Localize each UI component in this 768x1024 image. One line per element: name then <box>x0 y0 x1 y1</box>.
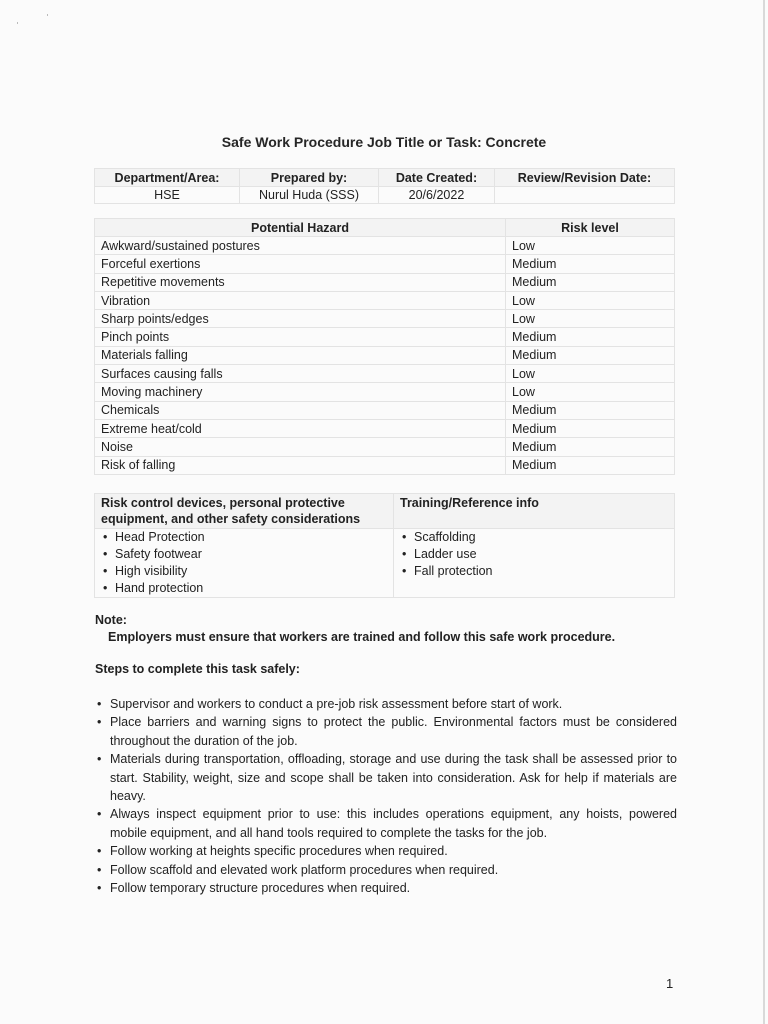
risk-control-header: Risk control devices, personal protective equipment, and other safety considerations <box>95 494 394 529</box>
hazard-row <box>95 273 675 291</box>
hazard-row <box>95 419 675 437</box>
risk-control-item: • Safety footwear <box>101 546 387 563</box>
hazard-name: Surfaces causing falls <box>95 365 506 383</box>
controls-header-row <box>95 494 675 529</box>
scan-speck <box>47 14 48 16</box>
steps-heading: Steps to complete this task safely: <box>95 662 300 676</box>
step-item: • Place barriers and warning signs to protect the public. Environmental factors must be considered throughout the duration of the job. <box>95 713 677 750</box>
hazard-name: Awkward/sustained postures <box>95 237 506 255</box>
step-item: • Always inspect equipment prior to use: this includes operations equipment, any hoists, powered mobile equipment, and all hand tools required to complete the tasks for the job. <box>95 805 677 842</box>
hazard-row <box>95 328 675 346</box>
hazard-name: Risk of falling <box>95 456 506 474</box>
page-title: Safe Work Procedure Job Title or Task: Concrete <box>221 134 547 150</box>
risk-level: Low <box>506 310 675 328</box>
hazard-name: Materials falling <box>95 346 506 364</box>
risk-level: Low <box>506 291 675 309</box>
risk-level: Medium <box>506 456 675 474</box>
hazard-name: Repetitive movements <box>95 273 506 291</box>
hazard-name: Pinch points <box>95 328 506 346</box>
hazard-name: Extreme heat/cold <box>95 419 506 437</box>
step-item: • Follow temporary structure procedures when required. <box>95 879 677 897</box>
hazard-row <box>95 291 675 309</box>
steps-list <box>95 695 677 897</box>
hazard-table <box>94 218 675 475</box>
prepared-by-header: Prepared by: <box>239 169 378 187</box>
info-value-row <box>95 187 675 204</box>
risk-level: Medium <box>506 346 675 364</box>
prepared-by-value: Nurul Huda (SSS) <box>239 187 378 204</box>
risk-level: Low <box>506 237 675 255</box>
hazard-rows <box>95 237 675 475</box>
info-header-row <box>95 169 675 187</box>
hazard-name: Noise <box>95 438 506 456</box>
date-created-header: Date Created: <box>379 169 495 187</box>
hazard-name: Chemicals <box>95 401 506 419</box>
risk-control-item: • Hand protection <box>101 580 387 597</box>
step-item: • Materials during transportation, offloading, storage and use during the task shall be assessed prior to start. Stability, weight, size and scope shall be taken into consideration. Ask for help if materials are heavy. <box>95 750 677 805</box>
hazard-header-row <box>95 219 675 237</box>
risk-level: Medium <box>506 401 675 419</box>
training-reference-item: • Fall protection <box>400 563 668 580</box>
training-reference-item: • Ladder use <box>400 546 668 563</box>
hazard-name: Forceful exertions <box>95 255 506 273</box>
hazard-row <box>95 237 675 255</box>
hazard-row <box>95 383 675 401</box>
risk-level: Medium <box>506 273 675 291</box>
hazard-row <box>95 438 675 456</box>
risk-level: Medium <box>506 419 675 437</box>
hazard-row <box>95 255 675 273</box>
risk-level: Low <box>506 383 675 401</box>
risk-control-list <box>101 529 387 597</box>
hazard-name: Vibration <box>95 291 506 309</box>
note-text: Employers must ensure that workers are trained and follow this safe work procedure. <box>108 630 616 644</box>
risk-level: Low <box>506 365 675 383</box>
review-date-value <box>494 187 674 204</box>
training-reference-header: Training/Reference info <box>394 494 675 529</box>
risk-level: Medium <box>506 328 675 346</box>
step-item: • Follow scaffold and elevated work platform procedures when required. <box>95 861 677 879</box>
risk-control-item: • High visibility <box>101 563 387 580</box>
date-created-value: 20/6/2022 <box>379 187 495 204</box>
training-reference-cell <box>394 529 675 598</box>
controls-items-row <box>95 529 675 598</box>
page-edge <box>763 0 765 1024</box>
hazard-name: Moving machinery <box>95 383 506 401</box>
hazard-row <box>95 346 675 364</box>
risk-level-header: Risk level <box>506 219 675 237</box>
scan-speck <box>17 22 18 24</box>
info-table <box>94 168 675 204</box>
step-item: • Follow working at heights specific procedures when required. <box>95 842 677 860</box>
department-value: HSE <box>95 187 240 204</box>
potential-hazard-header: Potential Hazard <box>95 219 506 237</box>
risk-level: Medium <box>506 438 675 456</box>
risk-level: Medium <box>506 255 675 273</box>
note-label: Note: <box>95 613 127 627</box>
risk-control-item: • Head Protection <box>101 529 387 546</box>
hazard-name: Sharp points/edges <box>95 310 506 328</box>
review-date-header: Review/Revision Date: <box>494 169 674 187</box>
hazard-row <box>95 365 675 383</box>
department-header: Department/Area: <box>95 169 240 187</box>
training-reference-item: • Scaffolding <box>400 529 668 546</box>
hazard-row <box>95 456 675 474</box>
controls-table <box>94 493 675 598</box>
training-reference-list <box>400 529 668 580</box>
risk-control-cell <box>95 529 394 598</box>
hazard-row <box>95 310 675 328</box>
step-item: • Supervisor and workers to conduct a pre-job risk assessment before start of work. <box>95 695 677 713</box>
hazard-row <box>95 401 675 419</box>
page-number: 1 <box>666 976 674 991</box>
